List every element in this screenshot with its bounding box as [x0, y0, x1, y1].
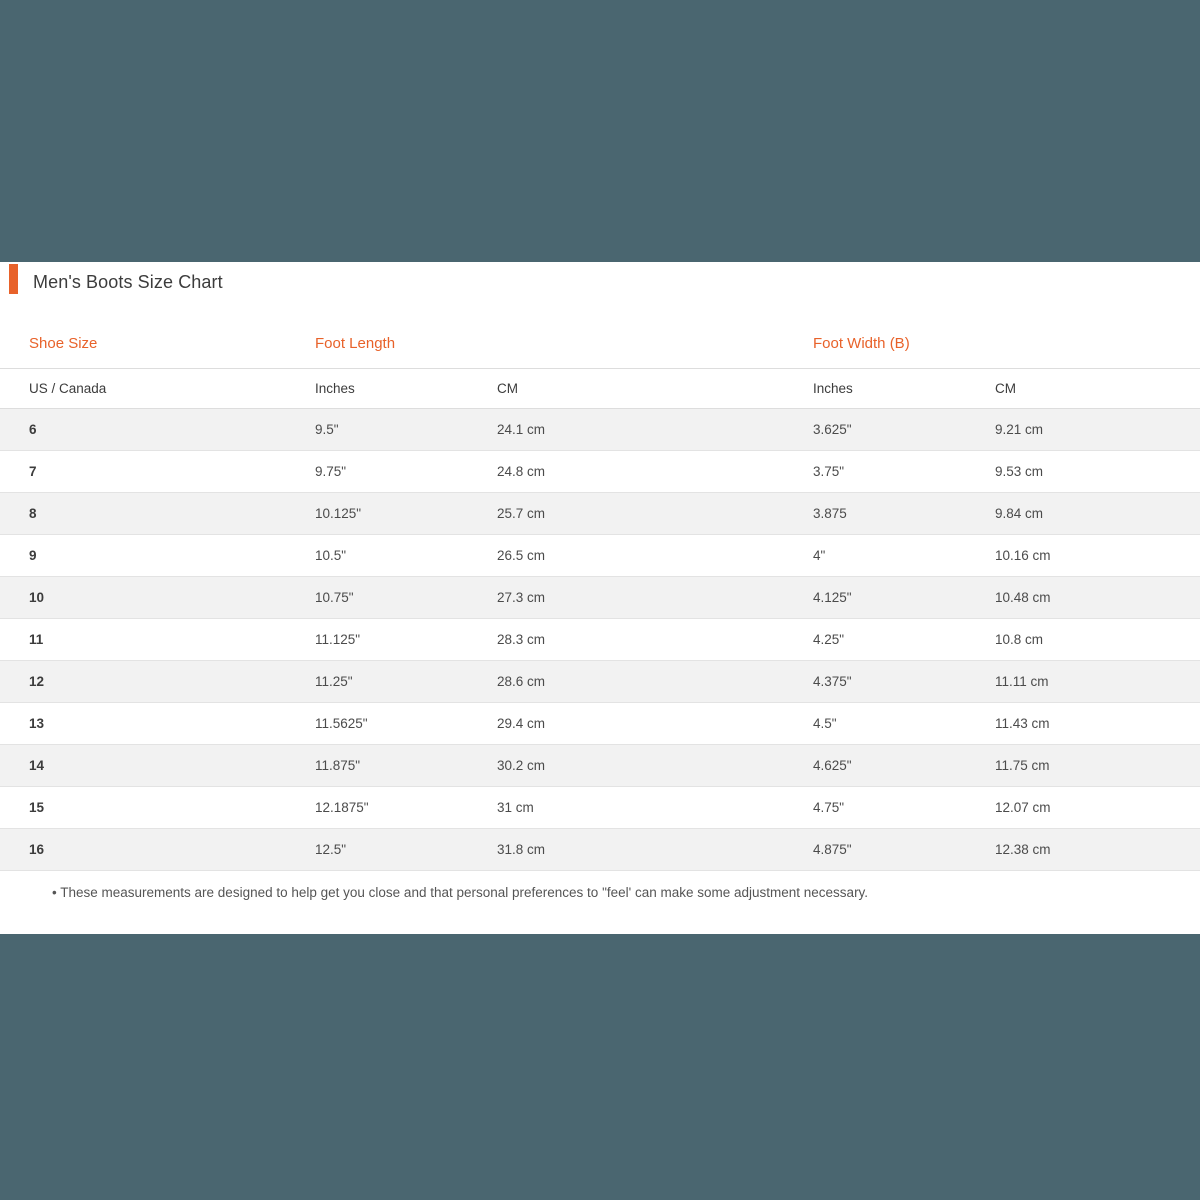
size-chart-card	[0, 262, 1200, 934]
cell-shoe-size: 10	[0, 577, 220, 619]
cell-length-cm: 24.1 cm	[468, 409, 718, 451]
cell-shoe-size: 15	[0, 787, 220, 829]
sub-header-length-inches: Inches	[220, 369, 468, 409]
cell-width-cm: 10.8 cm	[966, 619, 1200, 661]
sub-header-width-inches: Inches	[718, 369, 966, 409]
cell-length-cm: 29.4 cm	[468, 703, 718, 745]
cell-shoe-size: 7	[0, 451, 220, 493]
table-row	[0, 661, 1200, 703]
table-row	[0, 787, 1200, 829]
cell-length-inches: 11.875"	[220, 745, 468, 787]
cell-length-cm: 28.3 cm	[468, 619, 718, 661]
cell-length-cm: 26.5 cm	[468, 535, 718, 577]
cell-shoe-size: 14	[0, 745, 220, 787]
cell-length-cm: 30.2 cm	[468, 745, 718, 787]
table-row	[0, 535, 1200, 577]
cell-width-inches: 4"	[718, 535, 966, 577]
size-chart-table	[0, 318, 1200, 871]
cell-width-cm: 11.43 cm	[966, 703, 1200, 745]
cell-length-cm: 31.8 cm	[468, 829, 718, 871]
cell-width-cm: 10.48 cm	[966, 577, 1200, 619]
cell-width-cm: 9.84 cm	[966, 493, 1200, 535]
cell-width-inches: 4.5"	[718, 703, 966, 745]
cell-shoe-size: 12	[0, 661, 220, 703]
sub-header-width-cm: CM	[966, 369, 1200, 409]
group-header-foot-width: Foot Width (B)	[718, 318, 1200, 369]
cell-width-inches: 4.875"	[718, 829, 966, 871]
group-header-foot-length: Foot Length	[220, 318, 718, 369]
cell-width-cm: 10.16 cm	[966, 535, 1200, 577]
cell-width-inches: 4.125"	[718, 577, 966, 619]
cell-width-cm: 12.38 cm	[966, 829, 1200, 871]
cell-length-inches: 12.1875"	[220, 787, 468, 829]
sub-header-size-unit: US / Canada	[0, 369, 220, 409]
cell-length-cm: 31 cm	[468, 787, 718, 829]
cell-shoe-size: 16	[0, 829, 220, 871]
table-row	[0, 577, 1200, 619]
cell-length-inches: 10.125"	[220, 493, 468, 535]
table-sub-header-row	[0, 369, 1200, 409]
cell-length-cm: 28.6 cm	[468, 661, 718, 703]
table-row	[0, 493, 1200, 535]
table-row	[0, 703, 1200, 745]
cell-length-inches: 11.125"	[220, 619, 468, 661]
cell-shoe-size: 8	[0, 493, 220, 535]
table-row	[0, 829, 1200, 871]
cell-width-inches: 4.75"	[718, 787, 966, 829]
cell-width-inches: 4.625"	[718, 745, 966, 787]
cell-length-cm: 25.7 cm	[468, 493, 718, 535]
cell-shoe-size: 13	[0, 703, 220, 745]
footnote: • These measurements are designed to help get you close and that personal preferences to "feel' can make some adjustment necessary.	[52, 885, 869, 900]
table-row	[0, 745, 1200, 787]
cell-width-cm: 11.11 cm	[966, 661, 1200, 703]
table-row	[0, 409, 1200, 451]
cell-width-inches: 3.75"	[718, 451, 966, 493]
sub-header-length-cm: CM	[468, 369, 718, 409]
cell-length-cm: 24.8 cm	[468, 451, 718, 493]
cell-width-cm: 9.53 cm	[966, 451, 1200, 493]
table-group-header-row	[0, 318, 1200, 369]
group-header-shoe-size: Shoe Size	[0, 318, 220, 369]
cell-width-inches: 4.375"	[718, 661, 966, 703]
cell-shoe-size: 9	[0, 535, 220, 577]
cell-width-inches: 3.625"	[718, 409, 966, 451]
cell-length-inches: 11.25"	[220, 661, 468, 703]
cell-width-inches: 4.25"	[718, 619, 966, 661]
cell-length-inches: 9.5"	[220, 409, 468, 451]
cell-shoe-size: 6	[0, 409, 220, 451]
cell-width-cm: 11.75 cm	[966, 745, 1200, 787]
card-header	[0, 262, 1200, 314]
table-row	[0, 451, 1200, 493]
cell-width-cm: 12.07 cm	[966, 787, 1200, 829]
cell-width-inches: 3.875	[718, 493, 966, 535]
cell-width-cm: 9.21 cm	[966, 409, 1200, 451]
cell-length-inches: 12.5"	[220, 829, 468, 871]
cell-length-inches: 10.5"	[220, 535, 468, 577]
cell-shoe-size: 11	[0, 619, 220, 661]
page-title: Men's Boots Size Chart	[33, 272, 223, 292]
accent-bar	[9, 264, 18, 294]
table-row	[0, 619, 1200, 661]
cell-length-inches: 10.75"	[220, 577, 468, 619]
cell-length-inches: 11.5625"	[220, 703, 468, 745]
cell-length-inches: 9.75"	[220, 451, 468, 493]
cell-length-cm: 27.3 cm	[468, 577, 718, 619]
